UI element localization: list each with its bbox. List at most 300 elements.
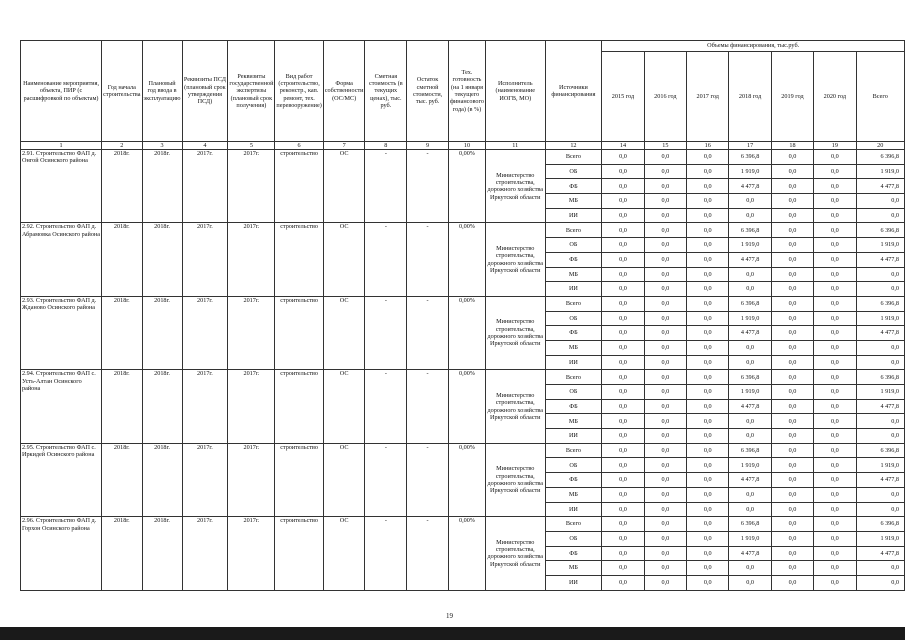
funding-value: 0,0 xyxy=(856,282,904,297)
funding-value: 6 396,8 xyxy=(856,150,904,165)
project-work-type: строительство xyxy=(275,223,323,296)
funding-value: 0,0 xyxy=(771,252,813,267)
funding-value: 4 477,8 xyxy=(856,252,904,267)
project-psd: 2017г. xyxy=(182,517,228,590)
column-number: 16 xyxy=(687,142,729,150)
funding-source: МБ xyxy=(545,414,602,429)
funding-source: МБ xyxy=(545,267,602,282)
funding-value: 6 396,8 xyxy=(729,517,771,532)
column-number: 3 xyxy=(142,142,182,150)
funding-value: 0,0 xyxy=(856,487,904,502)
funding-value: 6 396,8 xyxy=(856,517,904,532)
funding-value: 0,0 xyxy=(687,546,729,561)
funding-value: 0,0 xyxy=(644,502,686,517)
header-year-start: Год начала строительства xyxy=(102,41,142,142)
funding-value: 4 477,8 xyxy=(856,179,904,194)
funding-value: 0,0 xyxy=(602,546,644,561)
header-year: 2020 год xyxy=(814,52,856,142)
funding-value: 0,0 xyxy=(771,502,813,517)
funding-value: 0,0 xyxy=(687,267,729,282)
funding-source: ИИ xyxy=(545,355,602,370)
funding-value: 0,0 xyxy=(856,355,904,370)
project-ownership: ОС xyxy=(323,296,365,369)
header-year: 2018 год xyxy=(729,52,771,142)
funding-value: 0,0 xyxy=(814,296,856,311)
column-number: 8 xyxy=(365,142,407,150)
funding-value: 0,0 xyxy=(814,164,856,179)
column-number: 10 xyxy=(448,142,485,150)
funding-value: 0,0 xyxy=(602,252,644,267)
funding-value: 0,0 xyxy=(687,164,729,179)
funding-value: 0,0 xyxy=(644,517,686,532)
funding-source: Всего xyxy=(545,296,602,311)
funding-value: 0,0 xyxy=(814,575,856,590)
funding-value: 4 477,8 xyxy=(729,399,771,414)
project-executor: Министерство строительства, дорожного хозяйства Иркутской области xyxy=(485,370,545,443)
funding-value: 0,0 xyxy=(687,296,729,311)
header-expertise: Реквизиты государственной экспертизы (плановый срок получения) xyxy=(228,41,275,142)
funding-value: 0,0 xyxy=(814,531,856,546)
funding-value: 0,0 xyxy=(771,223,813,238)
funding-value: 0,0 xyxy=(602,340,644,355)
funding-source: ФБ xyxy=(545,179,602,194)
funding-source: Всего xyxy=(545,443,602,458)
funding-value: 0,0 xyxy=(644,443,686,458)
column-number: 9 xyxy=(407,142,449,150)
funding-value: 0,0 xyxy=(644,194,686,209)
project-executor: Министерство строительства, дорожного хозяйства Иркутской области xyxy=(485,150,545,223)
project-year-start: 2018г. xyxy=(102,223,142,296)
funding-value: 0,0 xyxy=(729,194,771,209)
funding-source: ФБ xyxy=(545,473,602,488)
funding-value: 0,0 xyxy=(687,473,729,488)
funding-value: 0,0 xyxy=(602,164,644,179)
funding-value: 0,0 xyxy=(687,311,729,326)
funding-value: 0,0 xyxy=(771,443,813,458)
funding-value: 0,0 xyxy=(687,385,729,400)
funding-value: 4 477,8 xyxy=(856,399,904,414)
project-year-plan: 2018г. xyxy=(142,223,182,296)
funding-value: 0,0 xyxy=(602,531,644,546)
funding-value: 0,0 xyxy=(814,208,856,223)
funding-value: 0,0 xyxy=(687,429,729,444)
project-psd: 2017г. xyxy=(182,150,228,223)
funding-value: 0,0 xyxy=(687,458,729,473)
funding-value: 1 919,0 xyxy=(856,531,904,546)
funding-value: 0,0 xyxy=(729,208,771,223)
funding-source: ИИ xyxy=(545,282,602,297)
project-work-type: строительство xyxy=(275,150,323,223)
project-ownership: ОС xyxy=(323,443,365,516)
table-row xyxy=(21,517,905,532)
header-work-type: Вид работ (строительство, реконстр., кап. ремонт, тех. перевооружение) xyxy=(275,41,323,142)
funding-source: ФБ xyxy=(545,252,602,267)
funding-source: ИИ xyxy=(545,575,602,590)
funding-source: ИИ xyxy=(545,429,602,444)
funding-value: 0,0 xyxy=(814,340,856,355)
funding-value: 0,0 xyxy=(602,326,644,341)
funding-value: 0,0 xyxy=(771,282,813,297)
funding-value: 0,0 xyxy=(687,355,729,370)
funding-value: 0,0 xyxy=(602,208,644,223)
funding-value: 0,0 xyxy=(771,208,813,223)
funding-value: 0,0 xyxy=(856,267,904,282)
project-psd: 2017г. xyxy=(182,296,228,369)
column-number: 5 xyxy=(228,142,275,150)
funding-source: Всего xyxy=(545,370,602,385)
column-number: 1 xyxy=(21,142,102,150)
funding-value: 0,0 xyxy=(602,575,644,590)
header-name: Наименование мероприятия, объекта, ПИР (с расшифровкой по объектам) xyxy=(21,41,102,142)
project-remain: - xyxy=(407,443,449,516)
funding-value: 0,0 xyxy=(729,502,771,517)
project-estimate: - xyxy=(365,443,407,516)
funding-value: 6 396,8 xyxy=(856,223,904,238)
project-year-plan: 2018г. xyxy=(142,296,182,369)
funding-source: ИИ xyxy=(545,208,602,223)
funding-value: 1 919,0 xyxy=(856,458,904,473)
project-year-plan: 2018г. xyxy=(142,370,182,443)
funding-source: ОБ xyxy=(545,164,602,179)
header-year: 2016 год xyxy=(644,52,686,142)
funding-value: 6 396,8 xyxy=(856,370,904,385)
funding-value: 0,0 xyxy=(602,194,644,209)
header-ownership: Форма собственности (ОС/МС) xyxy=(323,41,365,142)
column-number: 19 xyxy=(814,142,856,150)
funding-value: 0,0 xyxy=(771,150,813,165)
funding-value: 0,0 xyxy=(644,223,686,238)
funding-source: МБ xyxy=(545,194,602,209)
funding-value: 0,0 xyxy=(771,164,813,179)
project-estimate: - xyxy=(365,517,407,590)
funding-value: 0,0 xyxy=(814,399,856,414)
project-expertise: 2017г. xyxy=(228,443,275,516)
funding-value: 0,0 xyxy=(729,267,771,282)
funding-source: МБ xyxy=(545,340,602,355)
project-readiness: 0,00% xyxy=(448,150,485,223)
header-year: 2017 год xyxy=(687,52,729,142)
funding-value: 0,0 xyxy=(814,429,856,444)
funding-value: 0,0 xyxy=(814,326,856,341)
project-ownership: ОС xyxy=(323,370,365,443)
funding-value: 0,0 xyxy=(814,370,856,385)
funding-value: 0,0 xyxy=(602,355,644,370)
project-estimate: - xyxy=(365,370,407,443)
project-year-start: 2018г. xyxy=(102,517,142,590)
funding-value: 0,0 xyxy=(644,561,686,576)
header-year: 2015 год xyxy=(602,52,644,142)
funding-value: 0,0 xyxy=(856,575,904,590)
header-sources: Источники финансирования xyxy=(545,41,602,142)
funding-value: 0,0 xyxy=(687,150,729,165)
funding-value: 0,0 xyxy=(771,487,813,502)
funding-value: 0,0 xyxy=(644,370,686,385)
funding-value: 0,0 xyxy=(602,385,644,400)
table-row xyxy=(21,150,905,165)
table-row xyxy=(21,443,905,458)
funding-value: 0,0 xyxy=(814,252,856,267)
funding-value: 0,0 xyxy=(602,458,644,473)
funding-value: 6 396,8 xyxy=(729,223,771,238)
funding-value: 1 919,0 xyxy=(856,385,904,400)
funding-value: 0,0 xyxy=(644,458,686,473)
funding-value: 4 477,8 xyxy=(729,473,771,488)
funding-value: 0,0 xyxy=(687,414,729,429)
funding-value: 0,0 xyxy=(729,575,771,590)
funding-value: 0,0 xyxy=(602,223,644,238)
project-readiness: 0,00% xyxy=(448,370,485,443)
funding-value: 0,0 xyxy=(771,531,813,546)
column-number-row xyxy=(21,142,905,150)
project-year-plan: 2018г. xyxy=(142,517,182,590)
funding-source: ОБ xyxy=(545,531,602,546)
funding-value: 6 396,8 xyxy=(729,150,771,165)
funding-value: 0,0 xyxy=(644,208,686,223)
funding-value: 0,0 xyxy=(687,252,729,267)
column-number: 6 xyxy=(275,142,323,150)
project-executor: Министерство строительства, дорожного хозяйства Иркутской области xyxy=(485,223,545,296)
funding-value: 0,0 xyxy=(814,282,856,297)
header-estimate: Сметная стоимость (в текущих ценах), тыс. руб. xyxy=(365,41,407,142)
funding-value: 0,0 xyxy=(602,399,644,414)
funding-value: 0,0 xyxy=(771,399,813,414)
funding-source: ОБ xyxy=(545,458,602,473)
funding-value: 0,0 xyxy=(856,208,904,223)
funding-value: 0,0 xyxy=(644,340,686,355)
funding-value: 0,0 xyxy=(814,517,856,532)
funding-value: 0,0 xyxy=(814,385,856,400)
funding-value: 1 919,0 xyxy=(729,311,771,326)
funding-value: 1 919,0 xyxy=(856,164,904,179)
funding-value: 0,0 xyxy=(771,296,813,311)
column-number: 12 xyxy=(545,142,602,150)
funding-value: 0,0 xyxy=(729,487,771,502)
table-row xyxy=(21,296,905,311)
project-readiness: 0,00% xyxy=(448,296,485,369)
project-work-type: строительство xyxy=(275,370,323,443)
project-readiness: 0,00% xyxy=(448,517,485,590)
funding-value: 0,0 xyxy=(644,546,686,561)
column-number: 7 xyxy=(323,142,365,150)
funding-value: 0,0 xyxy=(814,487,856,502)
header-executor: Исполнитель (наименование ИОГВ, МО) xyxy=(485,41,545,142)
funding-value: 0,0 xyxy=(602,473,644,488)
column-number: 14 xyxy=(602,142,644,150)
funding-value: 0,0 xyxy=(644,282,686,297)
funding-value: 0,0 xyxy=(729,282,771,297)
project-estimate: - xyxy=(365,296,407,369)
header-readiness: Тех. готовность (на 1 января текущего финансового года) (в %) xyxy=(448,41,485,142)
table-row xyxy=(21,370,905,385)
project-psd: 2017г. xyxy=(182,223,228,296)
funding-value: 0,0 xyxy=(687,531,729,546)
funding-source: Всего xyxy=(545,223,602,238)
funding-value: 0,0 xyxy=(644,473,686,488)
financing-table xyxy=(20,40,905,591)
funding-value: 0,0 xyxy=(771,458,813,473)
project-psd: 2017г. xyxy=(182,370,228,443)
project-remain: - xyxy=(407,370,449,443)
funding-value: 6 396,8 xyxy=(729,443,771,458)
funding-value: 0,0 xyxy=(814,179,856,194)
project-name: 2.91. Строительство ФАП д. Онгой Осинского района xyxy=(21,150,102,223)
funding-value: 0,0 xyxy=(687,575,729,590)
project-expertise: 2017г. xyxy=(228,296,275,369)
funding-value: 0,0 xyxy=(644,311,686,326)
header-total: Всего xyxy=(856,52,904,142)
funding-value: 0,0 xyxy=(771,370,813,385)
column-number: 18 xyxy=(771,142,813,150)
funding-source: ФБ xyxy=(545,399,602,414)
header-year-plan: Плановый год ввода в эксплуатацию xyxy=(142,41,182,142)
funding-value: 0,0 xyxy=(771,385,813,400)
funding-value: 0,0 xyxy=(602,443,644,458)
funding-source: ФБ xyxy=(545,546,602,561)
project-name: 2.94. Строительство ФАП с. Усть-Алтан Осинского района xyxy=(21,370,102,443)
funding-value: 0,0 xyxy=(687,487,729,502)
funding-value: 0,0 xyxy=(814,458,856,473)
funding-value: 0,0 xyxy=(644,355,686,370)
funding-value: 0,0 xyxy=(644,326,686,341)
funding-value: 0,0 xyxy=(602,179,644,194)
funding-value: 0,0 xyxy=(602,429,644,444)
project-readiness: 0,00% xyxy=(448,223,485,296)
funding-value: 4 477,8 xyxy=(856,473,904,488)
funding-value: 1 919,0 xyxy=(729,238,771,253)
funding-value: 0,0 xyxy=(602,311,644,326)
funding-value: 0,0 xyxy=(644,296,686,311)
project-estimate: - xyxy=(365,150,407,223)
funding-value: 0,0 xyxy=(771,238,813,253)
funding-value: 0,0 xyxy=(771,311,813,326)
project-executor: Министерство строительства, дорожного хозяйства Иркутской области xyxy=(485,517,545,590)
funding-value: 1 919,0 xyxy=(729,385,771,400)
funding-value: 0,0 xyxy=(602,238,644,253)
funding-value: 0,0 xyxy=(644,429,686,444)
funding-value: 0,0 xyxy=(644,487,686,502)
funding-value: 0,0 xyxy=(771,326,813,341)
funding-value: 0,0 xyxy=(814,267,856,282)
funding-value: 0,0 xyxy=(644,575,686,590)
funding-value: 0,0 xyxy=(771,575,813,590)
project-expertise: 2017г. xyxy=(228,370,275,443)
funding-source: ОБ xyxy=(545,385,602,400)
project-year-start: 2018г. xyxy=(102,150,142,223)
funding-value: 0,0 xyxy=(729,561,771,576)
funding-source: МБ xyxy=(545,487,602,502)
funding-value: 0,0 xyxy=(602,150,644,165)
funding-value: 0,0 xyxy=(771,179,813,194)
funding-value: 0,0 xyxy=(687,340,729,355)
funding-value: 0,0 xyxy=(814,194,856,209)
funding-source: ОБ xyxy=(545,311,602,326)
funding-value: 4 477,8 xyxy=(729,546,771,561)
project-year-start: 2018г. xyxy=(102,370,142,443)
funding-value: 0,0 xyxy=(729,429,771,444)
funding-value: 1 919,0 xyxy=(856,311,904,326)
funding-value: 0,0 xyxy=(602,487,644,502)
funding-value: 0,0 xyxy=(814,414,856,429)
funding-value: 0,0 xyxy=(602,296,644,311)
funding-value: 0,0 xyxy=(687,282,729,297)
project-expertise: 2017г. xyxy=(228,223,275,296)
funding-value: 0,0 xyxy=(771,517,813,532)
table-body xyxy=(21,150,905,591)
funding-value: 0,0 xyxy=(687,517,729,532)
funding-value: 0,0 xyxy=(771,473,813,488)
project-year-start: 2018г. xyxy=(102,443,142,516)
funding-value: 0,0 xyxy=(814,238,856,253)
project-executor: Министерство строительства, дорожного хозяйства Иркутской области xyxy=(485,443,545,516)
project-executor: Министерство строительства, дорожного хозяйства Иркутской области xyxy=(485,296,545,369)
project-readiness: 0,00% xyxy=(448,443,485,516)
project-expertise: 2017г. xyxy=(228,517,275,590)
funding-value: 0,0 xyxy=(856,561,904,576)
funding-value: 1 919,0 xyxy=(729,531,771,546)
funding-value: 1 919,0 xyxy=(729,458,771,473)
funding-value: 0,0 xyxy=(602,517,644,532)
funding-value: 0,0 xyxy=(771,355,813,370)
funding-value: 0,0 xyxy=(729,414,771,429)
funding-value: 0,0 xyxy=(602,414,644,429)
funding-value: 0,0 xyxy=(644,399,686,414)
funding-value: 0,0 xyxy=(729,355,771,370)
header-psd: Реквизиты ПСД (плановый срок утверждения ПСД) xyxy=(182,41,228,142)
funding-value: 0,0 xyxy=(814,443,856,458)
funding-value: 0,0 xyxy=(644,385,686,400)
funding-source: Всего xyxy=(545,150,602,165)
table-row xyxy=(21,223,905,238)
funding-source: Всего xyxy=(545,517,602,532)
funding-value: 4 477,8 xyxy=(856,546,904,561)
funding-value: 0,0 xyxy=(729,340,771,355)
funding-value: 0,0 xyxy=(687,179,729,194)
funding-source: МБ xyxy=(545,561,602,576)
funding-value: 6 396,8 xyxy=(856,296,904,311)
funding-value: 0,0 xyxy=(644,414,686,429)
funding-value: 0,0 xyxy=(687,399,729,414)
project-remain: - xyxy=(407,517,449,590)
scan-bottom-edge xyxy=(0,627,905,640)
project-expertise: 2017г. xyxy=(228,150,275,223)
funding-value: 0,0 xyxy=(814,502,856,517)
funding-value: 0,0 xyxy=(771,194,813,209)
funding-value: 1 919,0 xyxy=(729,164,771,179)
project-psd: 2017г. xyxy=(182,443,228,516)
funding-value: 0,0 xyxy=(856,502,904,517)
project-ownership: ОС xyxy=(323,517,365,590)
funding-value: 0,0 xyxy=(771,340,813,355)
funding-value: 0,0 xyxy=(814,355,856,370)
funding-value: 4 477,8 xyxy=(729,252,771,267)
funding-value: 4 477,8 xyxy=(729,179,771,194)
project-remain: - xyxy=(407,296,449,369)
funding-value: 0,0 xyxy=(856,414,904,429)
header-year: 2019 год xyxy=(771,52,813,142)
project-remain: - xyxy=(407,150,449,223)
funding-value: 0,0 xyxy=(771,546,813,561)
project-name: 2.92. Строительство ФАП д. Абрамовка Осинского района xyxy=(21,223,102,296)
project-year-plan: 2018г. xyxy=(142,150,182,223)
column-number: 15 xyxy=(644,142,686,150)
funding-value: 0,0 xyxy=(644,267,686,282)
column-number: 11 xyxy=(485,142,545,150)
funding-source: ФБ xyxy=(545,326,602,341)
funding-value: 0,0 xyxy=(602,561,644,576)
funding-value: 0,0 xyxy=(602,282,644,297)
project-name: 2.95. Строительство ФАП с. Иркидей Осинского района xyxy=(21,443,102,516)
funding-value: 4 477,8 xyxy=(856,326,904,341)
